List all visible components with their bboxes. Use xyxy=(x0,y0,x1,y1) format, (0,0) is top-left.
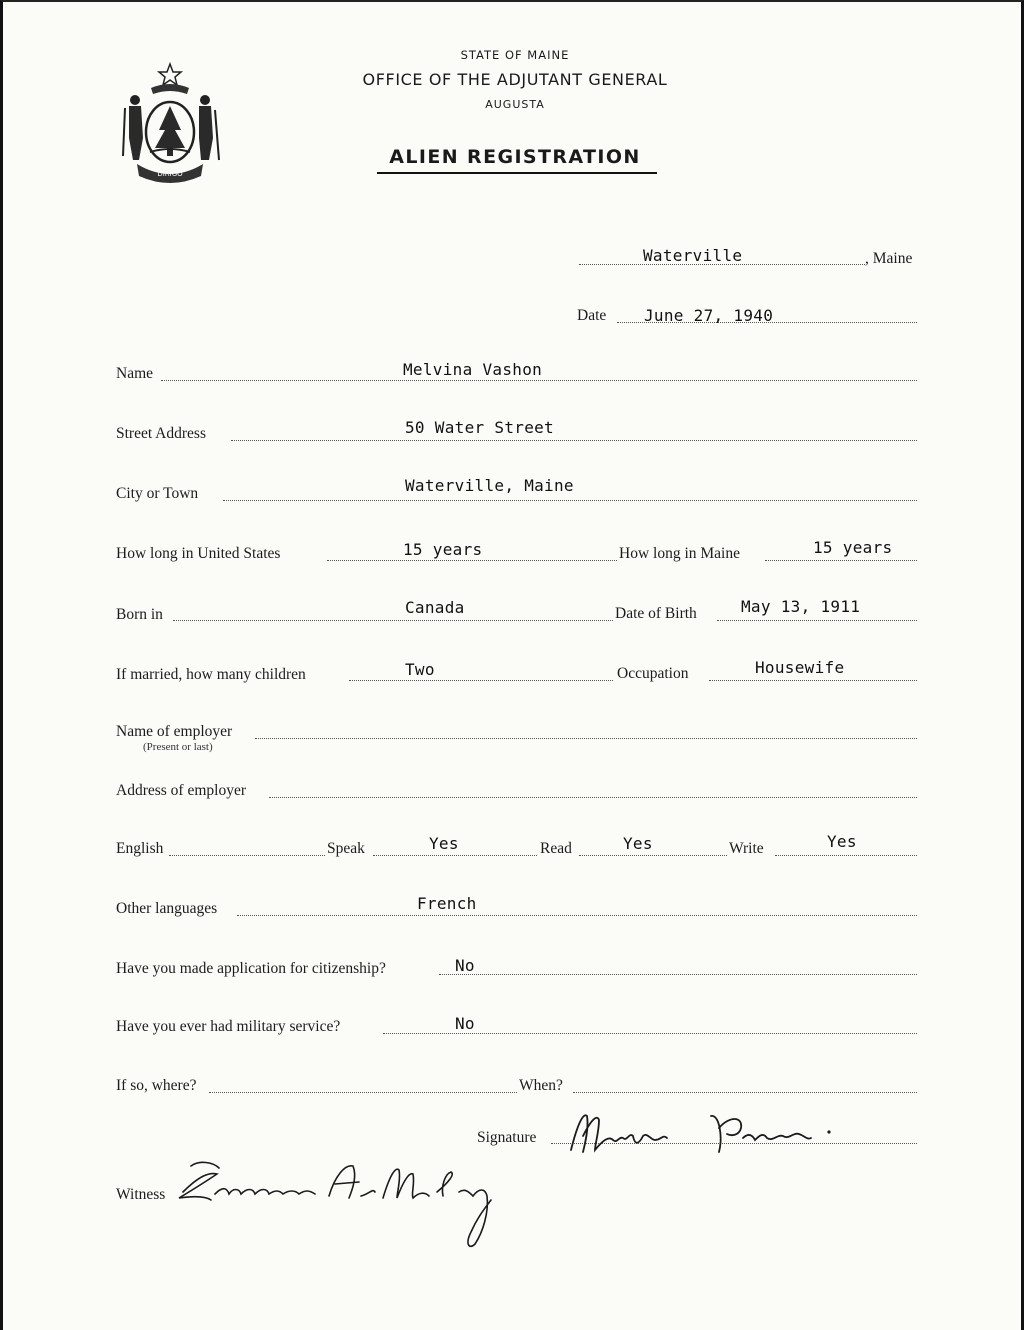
form-title: ALIEN REGISTRATION xyxy=(389,146,641,168)
title-underline xyxy=(377,172,657,174)
street-value: 50 Water Street xyxy=(405,418,554,437)
children-value: Two xyxy=(405,660,435,679)
dob-line xyxy=(717,620,917,621)
us-duration-line xyxy=(327,560,617,561)
english-line xyxy=(169,855,325,856)
header-state: STATE OF MAINE xyxy=(460,48,570,62)
street-line xyxy=(231,440,917,441)
other-languages-value: French xyxy=(417,894,477,913)
citizenship-label: Have you made application for citizenship? xyxy=(116,960,386,977)
witness-signature xyxy=(169,1152,519,1252)
maine-duration-line xyxy=(765,560,917,561)
occupation-label: Occupation xyxy=(617,665,689,682)
place-suffix: , Maine xyxy=(865,250,913,267)
children-line xyxy=(349,680,613,681)
occupation-line xyxy=(709,680,917,681)
witness-label: Witness xyxy=(116,1186,166,1203)
where-label: If so, where? xyxy=(116,1077,197,1094)
city-line xyxy=(223,500,917,501)
english-label: English xyxy=(116,840,164,857)
write-line xyxy=(775,855,917,856)
seal-motto-text: DIRIGO xyxy=(157,170,183,178)
occupation-value: Housewife xyxy=(755,658,845,677)
applicant-signature xyxy=(563,1106,863,1160)
children-label: If married, how many children xyxy=(116,666,306,683)
dob-value: May 13, 1911 xyxy=(741,597,861,616)
city-value: Waterville, Maine xyxy=(405,476,574,495)
employer-line xyxy=(255,738,917,739)
citizenship-line xyxy=(439,974,917,975)
us-duration-label: How long in United States xyxy=(116,545,281,562)
read-line xyxy=(579,855,727,856)
employer-label: Name of employer xyxy=(116,723,233,740)
place-value: Waterville xyxy=(643,246,743,265)
header-office: OFFICE OF THE ADJUTANT GENERAL xyxy=(362,70,668,89)
signature-label: Signature xyxy=(477,1129,537,1146)
other-languages-label: Other languages xyxy=(116,900,218,917)
where-line xyxy=(209,1092,517,1093)
dob-label: Date of Birth xyxy=(615,605,697,622)
born-value: Canada xyxy=(405,598,465,617)
military-line xyxy=(383,1033,917,1034)
write-value: Yes xyxy=(827,832,857,851)
read-label: Read xyxy=(540,840,572,857)
born-line xyxy=(173,620,613,621)
city-label: City or Town xyxy=(116,485,199,502)
street-label: Street Address xyxy=(116,425,206,442)
employer-address-label: Address of employer xyxy=(116,782,246,799)
maine-duration-value: 15 years xyxy=(813,538,893,557)
date-value: June 27, 1940 xyxy=(644,306,774,325)
name-line xyxy=(161,380,917,381)
maine-duration-label: How long in Maine xyxy=(619,545,740,562)
employer-sublabel: (Present or last) xyxy=(143,741,213,753)
born-label: Born in xyxy=(116,606,163,623)
when-line xyxy=(573,1092,917,1093)
other-languages-line xyxy=(237,915,917,916)
speak-label: Speak xyxy=(327,840,365,857)
us-duration-value: 15 years xyxy=(403,540,483,559)
speak-line xyxy=(373,855,537,856)
read-value: Yes xyxy=(623,834,653,853)
name-label: Name xyxy=(116,365,154,382)
name-value: Melvina Vashon xyxy=(403,360,543,379)
citizenship-value: No xyxy=(455,956,475,975)
military-label: Have you ever had military service? xyxy=(116,1018,341,1035)
speak-value: Yes xyxy=(429,834,459,853)
employer-address-line xyxy=(269,797,917,798)
date-label: Date xyxy=(577,307,607,324)
when-label: When? xyxy=(519,1077,563,1094)
header-city: AUGUSTA xyxy=(485,98,545,111)
military-value: No xyxy=(455,1014,475,1033)
write-label: Write xyxy=(729,840,764,857)
